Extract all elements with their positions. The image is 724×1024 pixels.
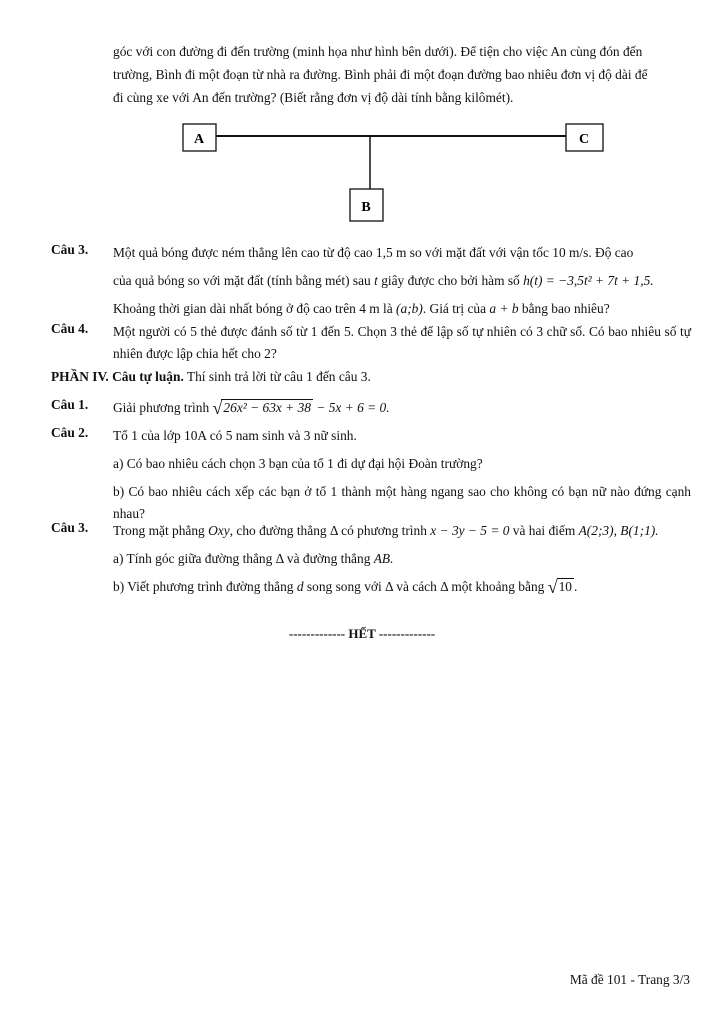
text-fragment: bằng bao nhiêu? bbox=[521, 301, 610, 316]
section-heading bbox=[51, 366, 371, 388]
math-point: B(1;1). bbox=[620, 523, 659, 538]
question-body bbox=[113, 520, 691, 598]
math-radicand: 10 bbox=[558, 579, 572, 594]
question-label: Câu 1. bbox=[51, 397, 89, 412]
subquestion-a bbox=[113, 548, 691, 570]
math-radicand: 26x² − 63x + 38 bbox=[223, 400, 311, 415]
text-fragment: . Giá trị của bbox=[422, 301, 487, 316]
intro-line: đi cùng xe với An đến trường? (Biết rằng đơn vị độ dài tính bằng kilômét). bbox=[113, 90, 514, 105]
sqrt-sign: √ bbox=[547, 577, 558, 597]
text-fragment: của quả bóng so với mặt đất (tính bằng mét) sau bbox=[113, 273, 371, 288]
subquestion-b: b) Có bao nhiêu cách xếp các bạn ở tổ 1 thành một hàng ngang sao cho không có bạn nữ nào đứng cạnh nhau? bbox=[113, 484, 691, 521]
sqrt-sign: √ bbox=[212, 398, 223, 418]
page-footer: Mã đề 101 - Trang 3/3 bbox=[569, 972, 690, 987]
question-body bbox=[113, 397, 691, 419]
text-fragment: , cho đường thẳng Δ có phương trình bbox=[229, 523, 427, 538]
question-body bbox=[113, 321, 691, 365]
subquestion-a: a) Có bao nhiêu cách chọn 3 bạn của tổ 1 đi dự đại hội Đoàn trường? bbox=[113, 456, 483, 471]
question-text-line3 bbox=[113, 298, 691, 320]
text-fragment: song song với Δ và cách Δ một khoảng bằng bbox=[306, 579, 545, 594]
math-var: d bbox=[296, 579, 304, 594]
label-c: C bbox=[578, 132, 590, 147]
math-point: A(2;3), bbox=[578, 523, 617, 538]
question-label: Câu 3. bbox=[51, 520, 89, 535]
text-fragment: giây được cho bởi hàm số bbox=[381, 273, 520, 288]
question-body bbox=[113, 242, 691, 320]
math-interval: (a;b) bbox=[396, 301, 423, 316]
intro-line: trường, Bình đi một đoạn từ nhà ra đường. Bình phải đi một đoạn đường bao nhiêu đơn vị độ dài để bbox=[113, 67, 648, 82]
question-text: Tổ 1 của lớp 10A có 5 nam sinh và 3 nữ sinh. bbox=[113, 428, 357, 443]
question-text: Một người có 5 thẻ được đánh số từ 1 đến 5. Chọn 3 thẻ để lập số tự nhiên có 3 chữ số. Có bao nhiêu số tự nhiên được lập chia hết cho 2? bbox=[113, 324, 691, 361]
math-expr: − 5x + 6 = 0. bbox=[316, 400, 390, 415]
label-a: A bbox=[193, 132, 205, 147]
road-diagram bbox=[0, 0, 724, 240]
math-expr: a + b bbox=[489, 301, 519, 316]
text-fragment: . bbox=[573, 579, 578, 594]
intro-line: góc với con đường đi đến trường (minh họa như hình bên dưới). Để tiện cho việc An cùng đón đến bbox=[113, 44, 643, 59]
section-note: Thí sinh trả lời từ câu 1 đến câu 3. bbox=[186, 369, 371, 384]
math-var: Oxy bbox=[208, 523, 230, 538]
math-formula: h(t) = −3,5t² + 7t + 1,5. bbox=[523, 273, 654, 288]
subquestion-b bbox=[113, 576, 691, 598]
question-text bbox=[113, 520, 691, 542]
question-label: Câu 4. bbox=[51, 321, 89, 336]
text-fragment: Giải phương trình bbox=[113, 400, 210, 415]
text-fragment: b) Viết phương trình đường thẳng bbox=[113, 579, 294, 594]
text-fragment: Trong mặt phẳng bbox=[113, 523, 205, 538]
section-title: PHẦN IV. Câu tự luận. bbox=[51, 369, 184, 384]
text-fragment: Khoảng thời gian dài nhất bóng ở độ cao trên 4 m là bbox=[113, 301, 393, 316]
question-text: Một quả bóng được ném thẳng lên cao từ độ cao 1,5 m so với mặt đất với vận tốc 10 m/s. Độ cao bbox=[113, 245, 634, 260]
question-body bbox=[113, 425, 691, 525]
question-label: Câu 3. bbox=[51, 242, 89, 257]
question-label: Câu 2. bbox=[51, 425, 89, 440]
math-var: t bbox=[374, 273, 378, 288]
math-equation: x − 3y − 5 = 0 bbox=[430, 523, 510, 538]
label-b: B bbox=[361, 200, 371, 215]
question-text-line2 bbox=[113, 270, 691, 292]
text-fragment: và hai điểm bbox=[512, 523, 576, 538]
text-fragment: a) Tính góc giữa đường thẳng Δ và đường thẳng bbox=[113, 551, 371, 566]
end-marker: ------------- HẾT ------------- bbox=[288, 626, 436, 641]
math-var: AB. bbox=[373, 551, 394, 566]
question-text bbox=[113, 397, 691, 419]
